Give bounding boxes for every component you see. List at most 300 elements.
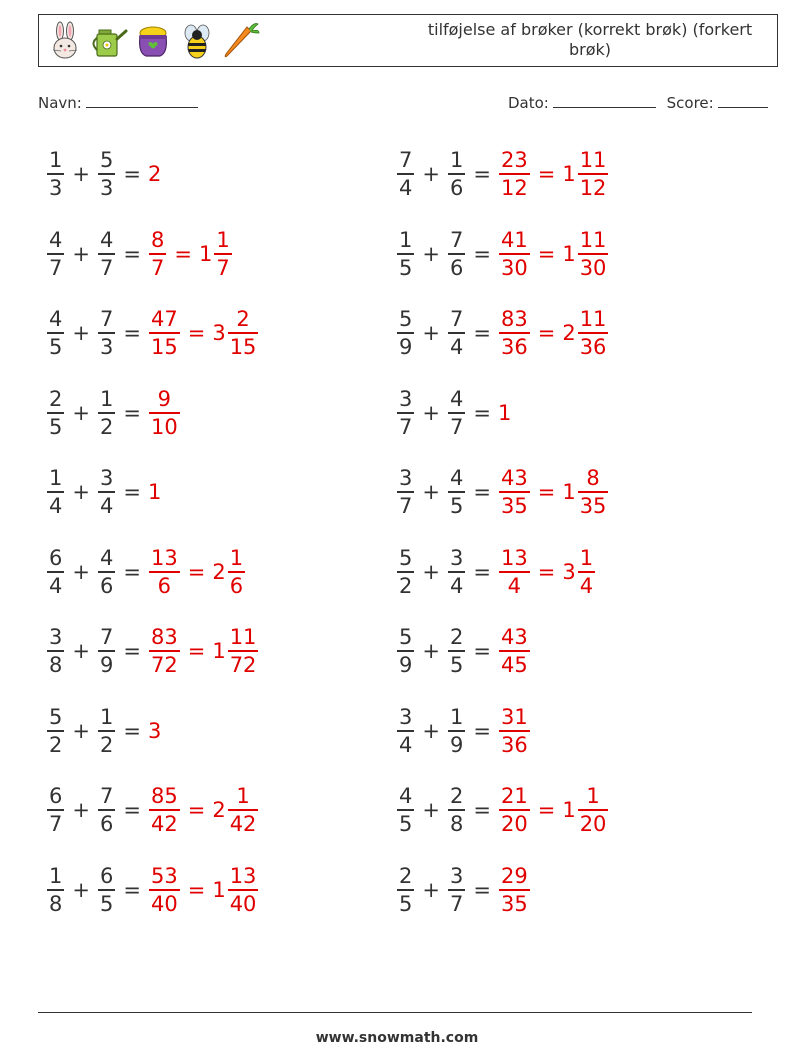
- problem-item: [46, 143, 162, 205]
- addend-fraction: [448, 704, 465, 758]
- denominator: 7: [49, 255, 63, 280]
- answer: [148, 386, 181, 440]
- numerator: 13: [500, 545, 528, 570]
- equals-sign: =: [123, 877, 141, 902]
- date-line: [553, 93, 656, 108]
- numerator: 5: [99, 148, 114, 172]
- numerator: 11: [579, 307, 607, 331]
- denominator: 9: [449, 732, 464, 757]
- problem-item: [396, 700, 531, 762]
- answer-proper-fraction: [214, 227, 231, 281]
- answer-whole-number: 1: [562, 241, 576, 266]
- plus-sign: +: [422, 798, 440, 822]
- numerator: 2: [399, 863, 413, 888]
- score-label: Score:: [666, 94, 714, 112]
- addend-fraction: [98, 147, 115, 201]
- addend-fraction: [98, 624, 115, 678]
- numerator: 2: [449, 784, 464, 808]
- denominator: 6: [229, 573, 244, 598]
- addend-fraction: [448, 863, 465, 917]
- answer: [148, 719, 162, 743]
- numerator: 4: [49, 227, 63, 252]
- denominator: 7: [449, 414, 464, 439]
- watering-can-icon: [89, 21, 129, 61]
- denominator: 9: [99, 653, 114, 677]
- denominator: 12: [500, 176, 528, 200]
- numerator: 3: [449, 863, 464, 888]
- numerator: 6: [99, 863, 114, 888]
- denominator: 6: [449, 255, 464, 280]
- numerator: 11: [579, 148, 607, 172]
- plus-sign: +: [422, 321, 440, 345]
- numerator: 4: [449, 466, 464, 490]
- numerator: 6: [49, 545, 63, 570]
- answer-equals-sign: =: [537, 241, 556, 266]
- addend-fraction: [397, 147, 414, 201]
- problem-item: [396, 223, 609, 285]
- denominator: 42: [229, 812, 257, 836]
- answer: [498, 624, 531, 678]
- addend-fraction: [397, 545, 414, 599]
- answer-whole-number: 1: [198, 241, 213, 266]
- denominator: 2: [99, 414, 114, 439]
- answer-improper-fraction: [499, 465, 530, 519]
- denominator: 4: [449, 573, 464, 598]
- answer-improper-fraction: [149, 306, 180, 360]
- worksheet-header: [38, 14, 778, 67]
- numerator: 1: [49, 466, 63, 490]
- denominator: 4: [579, 573, 594, 598]
- numerator: 85: [150, 784, 178, 808]
- pot-of-gold-icon: [133, 21, 173, 61]
- problem-item: [396, 302, 609, 364]
- denominator: 5: [399, 891, 413, 916]
- problem-item: [46, 541, 246, 603]
- addend-fraction: [47, 465, 64, 519]
- answer-equals-sign: =: [537, 798, 556, 822]
- plus-sign: +: [72, 877, 90, 902]
- plus-sign: +: [422, 400, 440, 425]
- answer-whole-number: 1: [562, 798, 576, 822]
- numerator: 1: [229, 545, 244, 570]
- plus-sign: +: [72, 241, 90, 266]
- answer-equals-sign: =: [187, 559, 206, 584]
- denominator: 7: [150, 255, 165, 280]
- problem-item: [46, 620, 259, 682]
- answer-proper-fraction: [228, 545, 245, 599]
- numerator: 43: [500, 466, 528, 490]
- denominator: 2: [99, 732, 114, 757]
- denominator: 3: [99, 335, 114, 359]
- numerator: 1: [449, 704, 464, 729]
- answer-equals-sign: =: [537, 480, 556, 504]
- equals-sign: =: [123, 798, 141, 822]
- page-title: tilføjelse af brøker (korrekt brøk) (forkert brøk): [427, 20, 753, 59]
- denominator: 6: [157, 573, 172, 598]
- numerator: 3: [99, 466, 114, 490]
- denominator: 5: [399, 812, 413, 836]
- denominator: 72: [150, 653, 178, 677]
- numerator: 4: [49, 307, 63, 331]
- numerator: 43: [500, 625, 528, 649]
- denominator: 9: [399, 653, 413, 677]
- denominator: 5: [449, 653, 464, 677]
- answer-proper-fraction: [578, 545, 595, 599]
- addend-fraction: [47, 306, 64, 360]
- numerator: 4: [449, 386, 464, 411]
- answer-equals-sign: =: [187, 639, 206, 663]
- answer-whole-number: 1: [147, 480, 162, 504]
- equals-sign: =: [473, 321, 491, 345]
- numerator: 4: [99, 227, 114, 252]
- equals-sign: =: [473, 241, 491, 266]
- answer-whole-number: 2: [212, 559, 226, 584]
- addend-fraction: [47, 783, 64, 837]
- problem-item: [396, 541, 596, 603]
- plus-sign: +: [422, 559, 440, 584]
- answer-whole-number: 1: [212, 639, 226, 663]
- addend-fraction: [98, 545, 115, 599]
- numerator: 1: [99, 704, 114, 729]
- name-field: [38, 93, 198, 112]
- addend-fraction: [98, 465, 115, 519]
- denominator: 5: [49, 335, 63, 359]
- numerator: 1: [216, 227, 230, 252]
- addend-fraction: [47, 147, 64, 201]
- problem-item: [396, 779, 609, 841]
- addend-fraction: [47, 624, 64, 678]
- answer-whole-number: 2: [562, 321, 576, 345]
- denominator: 4: [399, 176, 413, 200]
- denominator: 36: [500, 732, 528, 757]
- denominator: 15: [229, 335, 257, 359]
- addend-fraction: [47, 227, 64, 281]
- addend-fraction: [98, 783, 115, 837]
- equals-sign: =: [473, 639, 491, 663]
- name-line: [86, 93, 198, 108]
- numerator: 8: [150, 227, 165, 252]
- score-line: [718, 93, 768, 108]
- plus-sign: +: [72, 321, 90, 345]
- addend-fraction: [47, 863, 64, 917]
- numerator: 7: [449, 307, 464, 331]
- answer-equals-sign: =: [537, 321, 556, 345]
- answer: [498, 147, 609, 201]
- addend-fraction: [397, 465, 414, 519]
- addend-fraction: [448, 147, 465, 201]
- numerator: 7: [399, 148, 413, 172]
- bee-icon: [177, 21, 217, 61]
- equals-sign: =: [123, 241, 141, 266]
- addend-fraction: [47, 386, 64, 440]
- denominator: 35: [579, 494, 607, 518]
- plus-sign: +: [72, 639, 90, 663]
- plus-sign: +: [72, 162, 90, 186]
- addend-fraction: [47, 545, 64, 599]
- answer-equals-sign: =: [187, 877, 206, 902]
- answer: [148, 306, 259, 360]
- name-label: Navn:: [38, 94, 82, 112]
- carrot-icon: [221, 21, 261, 61]
- problem-item: [46, 779, 259, 841]
- addend-fraction: [397, 624, 414, 678]
- denominator: 8: [49, 891, 63, 916]
- equals-sign: =: [123, 718, 141, 743]
- answer-whole-number: 1: [562, 162, 576, 186]
- denominator: 40: [150, 891, 178, 916]
- numerator: 5: [399, 307, 413, 331]
- plus-sign: +: [422, 241, 440, 266]
- numerator: 3: [399, 386, 413, 411]
- answer: [498, 306, 609, 360]
- answer-proper-fraction: [578, 783, 609, 837]
- answer-improper-fraction: [499, 783, 530, 837]
- denominator: 8: [49, 653, 63, 677]
- denominator: 30: [500, 255, 528, 280]
- denominator: 7: [216, 255, 230, 280]
- rabbit-icon: [45, 21, 85, 61]
- numerator: 83: [500, 307, 528, 331]
- denominator: 7: [99, 255, 114, 280]
- answer-equals-sign: =: [187, 798, 206, 822]
- addend-fraction: [448, 227, 465, 281]
- answer-proper-fraction: [578, 306, 609, 360]
- numerator: 1: [399, 227, 413, 252]
- denominator: 72: [229, 653, 257, 677]
- numerator: 7: [449, 227, 464, 252]
- numerator: 1: [99, 386, 114, 411]
- addend-fraction: [397, 863, 414, 917]
- numerator: 3: [49, 625, 63, 649]
- denominator: 36: [579, 335, 607, 359]
- numerator: 2: [236, 307, 250, 331]
- answer-proper-fraction: [578, 147, 609, 201]
- numerator: 13: [229, 863, 257, 888]
- numerator: 41: [500, 227, 528, 252]
- answer-improper-fraction: [149, 863, 180, 917]
- answer: [148, 227, 233, 281]
- addend-fraction: [448, 783, 465, 837]
- numerator: 3: [399, 704, 413, 729]
- numerator: 1: [49, 863, 63, 888]
- addend-fraction: [397, 783, 414, 837]
- answer-proper-fraction: [228, 863, 259, 917]
- problem-item: [46, 700, 162, 762]
- denominator: 4: [399, 732, 413, 757]
- plus-sign: +: [422, 877, 440, 902]
- equals-sign: =: [473, 162, 491, 186]
- answer-equals-sign: =: [187, 321, 206, 345]
- answer-improper-fraction: [499, 624, 530, 678]
- equals-sign: =: [123, 321, 141, 345]
- numerator: 7: [99, 307, 114, 331]
- denominator: 7: [399, 414, 413, 439]
- answer: [498, 401, 512, 425]
- denominator: 40: [229, 891, 257, 916]
- denominator: 20: [579, 812, 607, 836]
- plus-sign: +: [422, 718, 440, 743]
- numerator: 4: [399, 784, 413, 808]
- answer-improper-fraction: [149, 624, 180, 678]
- addend-fraction: [397, 386, 414, 440]
- denominator: 2: [49, 732, 63, 757]
- numerator: 7: [99, 625, 114, 649]
- problem-item: [46, 859, 259, 921]
- addend-fraction: [98, 306, 115, 360]
- numerator: 83: [150, 625, 178, 649]
- answer-improper-fraction: [149, 386, 180, 440]
- numerator: 2: [449, 625, 464, 649]
- answer: [498, 545, 596, 599]
- equals-sign: =: [473, 877, 491, 902]
- denominator: 20: [500, 812, 528, 836]
- addend-fraction: [448, 545, 465, 599]
- plus-sign: +: [72, 559, 90, 584]
- answer-whole-number: 2: [212, 798, 226, 822]
- date-score-fields: [508, 93, 768, 112]
- plus-sign: +: [422, 480, 440, 504]
- plus-sign: +: [72, 798, 90, 822]
- addend-fraction: [448, 306, 465, 360]
- denominator: 45: [500, 653, 528, 677]
- answer: [148, 545, 246, 599]
- header-icons: [45, 21, 261, 61]
- numerator: 13: [150, 545, 178, 570]
- denominator: 15: [150, 335, 178, 359]
- answer-equals-sign: =: [537, 559, 556, 584]
- footer-url: www.snowmath.com: [315, 1030, 479, 1046]
- answer-improper-fraction: [499, 704, 530, 758]
- numerator: 53: [150, 863, 178, 888]
- problem-item: [396, 143, 609, 205]
- problem-item: [396, 620, 531, 682]
- date-label: Dato:: [508, 94, 549, 112]
- numerator: 21: [500, 784, 528, 808]
- addend-fraction: [98, 704, 115, 758]
- denominator: 12: [579, 176, 607, 200]
- denominator: 35: [500, 891, 528, 916]
- denominator: 6: [99, 812, 114, 836]
- answer-improper-fraction: [149, 545, 180, 599]
- addend-fraction: [448, 465, 465, 519]
- numerator: 3: [399, 466, 413, 490]
- answer: [148, 863, 259, 917]
- denominator: 35: [500, 494, 528, 518]
- numerator: 11: [579, 227, 607, 252]
- answer: [498, 704, 531, 758]
- numerator: 1: [579, 545, 594, 570]
- answer-improper-fraction: [499, 306, 530, 360]
- answer-equals-sign: =: [537, 162, 556, 186]
- numerator: 7: [99, 784, 114, 808]
- equals-sign: =: [123, 400, 141, 425]
- answer-improper-fraction: [499, 227, 530, 281]
- plus-sign: +: [72, 400, 90, 425]
- answer: [498, 863, 531, 917]
- denominator: 10: [150, 414, 178, 439]
- answer-whole-number: 3: [147, 718, 162, 743]
- answer-whole-number: 1: [497, 400, 512, 425]
- plus-sign: +: [422, 162, 440, 186]
- equals-sign: =: [123, 559, 141, 584]
- numerator: 1: [449, 148, 464, 172]
- answer: [498, 783, 609, 837]
- numerator: 1: [236, 784, 250, 808]
- denominator: 4: [49, 494, 63, 518]
- numerator: 31: [500, 704, 528, 729]
- answer-proper-fraction: [228, 624, 259, 678]
- answer-whole-number: 1: [212, 877, 226, 902]
- plus-sign: +: [422, 639, 440, 663]
- answer-proper-fraction: [578, 227, 609, 281]
- answer: [498, 465, 609, 519]
- numerator: 8: [586, 466, 600, 490]
- problem-item: [46, 382, 181, 444]
- answer-improper-fraction: [149, 227, 166, 281]
- addend-fraction: [397, 306, 414, 360]
- answer-proper-fraction: [228, 783, 259, 837]
- numerator: 9: [157, 386, 172, 411]
- answer-improper-fraction: [499, 863, 530, 917]
- denominator: 8: [449, 812, 464, 836]
- equals-sign: =: [473, 718, 491, 743]
- numerator: 4: [99, 545, 114, 570]
- problem-item: [46, 461, 162, 523]
- denominator: 6: [99, 573, 114, 598]
- addend-fraction: [448, 386, 465, 440]
- plus-sign: +: [72, 480, 90, 504]
- equals-sign: =: [473, 798, 491, 822]
- numerator: 1: [586, 784, 600, 808]
- problem-item: [396, 859, 531, 921]
- denominator: 7: [399, 494, 413, 518]
- problem-item: [396, 382, 512, 444]
- answer-proper-fraction: [578, 465, 609, 519]
- denominator: 5: [99, 891, 114, 916]
- denominator: 4: [99, 494, 114, 518]
- denominator: 36: [500, 335, 528, 359]
- answer: [148, 480, 162, 504]
- numerator: 47: [150, 307, 178, 331]
- problem-item: [396, 461, 609, 523]
- numerator: 5: [49, 704, 63, 729]
- answer: [148, 624, 259, 678]
- denominator: 2: [399, 573, 413, 598]
- addend-fraction: [448, 624, 465, 678]
- answer-whole-number: 2: [147, 162, 162, 186]
- addend-fraction: [98, 863, 115, 917]
- plus-sign: +: [72, 718, 90, 743]
- equals-sign: =: [123, 639, 141, 663]
- equals-sign: =: [123, 480, 141, 504]
- denominator: 4: [449, 335, 464, 359]
- numerator: 3: [449, 545, 464, 570]
- numerator: 5: [399, 625, 413, 649]
- equals-sign: =: [473, 559, 491, 584]
- equals-sign: =: [473, 400, 491, 425]
- numerator: 29: [500, 863, 528, 888]
- denominator: 5: [399, 255, 413, 280]
- answer-improper-fraction: [499, 147, 530, 201]
- denominator: 3: [99, 176, 114, 200]
- answer-improper-fraction: [499, 545, 530, 599]
- numerator: 5: [399, 545, 413, 570]
- answer: [148, 783, 259, 837]
- denominator: 6: [449, 176, 464, 200]
- addend-fraction: [98, 227, 115, 281]
- addend-fraction: [397, 704, 414, 758]
- answer-improper-fraction: [149, 783, 180, 837]
